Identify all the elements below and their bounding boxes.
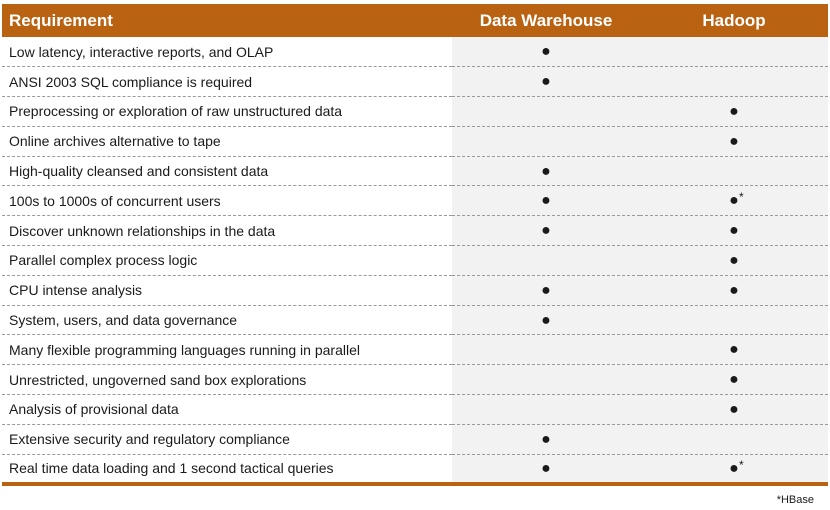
hadoop-bullet-mark: [727, 104, 741, 120]
bullet-glyph: ●: [541, 222, 551, 240]
data-warehouse-bullet-mark: [539, 164, 553, 180]
requirement-cell: Unrestricted, ungoverned sand box explorations: [2, 365, 452, 395]
hadoop-cell: [640, 97, 828, 127]
table-row: [2, 424, 828, 454]
bullet-glyph: ●: [729, 459, 739, 477]
requirement-cell: Analysis of provisional data: [2, 395, 452, 425]
table-row: [2, 67, 828, 97]
hadoop-column-header: Hadoop: [702, 10, 766, 30]
hadoop-bullet-mark: [727, 342, 741, 358]
hadoop-bullet-mark: [727, 223, 741, 239]
table-row: [2, 156, 828, 186]
table-row: [2, 216, 828, 246]
footnote-asterisk: *: [739, 190, 744, 205]
hadoop-cell: [640, 424, 828, 454]
bullet-glyph: ●: [541, 43, 551, 61]
bullet-glyph: ●: [541, 281, 551, 299]
bullet-glyph: ●: [729, 222, 739, 240]
hadoop-bullet-mark: [727, 190, 744, 210]
data-warehouse-cell: [452, 335, 640, 365]
hadoop-cell: [640, 305, 828, 335]
table-row: [2, 395, 828, 425]
table-row: [2, 126, 828, 156]
requirement-cell: Discover unknown relationships in the data: [2, 216, 452, 246]
hadoop-cell: [640, 275, 828, 305]
data-warehouse-bullet-mark: [539, 313, 553, 329]
data-warehouse-column-header: Data Warehouse: [479, 10, 613, 30]
table-row: [2, 275, 828, 305]
bullet-glyph: ●: [729, 341, 739, 359]
requirement-cell: CPU intense analysis: [2, 275, 452, 305]
requirement-cell: System, users, and data governance: [2, 305, 452, 335]
data-warehouse-cell: [452, 365, 640, 395]
hadoop-cell: [640, 37, 828, 67]
data-warehouse-bullet-mark: [539, 74, 553, 90]
bullet-glyph: ●: [729, 132, 739, 150]
footnote: *HBase: [776, 494, 814, 506]
data-warehouse-bullet-mark: [539, 283, 553, 299]
table-header: [2, 4, 828, 37]
data-warehouse-cell: [452, 454, 640, 484]
bullet-glyph: ●: [729, 371, 739, 389]
hadoop-bullet-mark: [727, 283, 741, 299]
table-row: [2, 37, 828, 67]
table-row: [2, 97, 828, 127]
bullet-glyph: ●: [729, 102, 739, 120]
data-warehouse-cell: [452, 246, 640, 276]
requirement-cell: Low latency, interactive reports, and OLAP: [2, 37, 452, 67]
data-warehouse-cell: [452, 424, 640, 454]
footnote-asterisk: *: [739, 457, 744, 472]
hadoop-bullet-mark: [727, 402, 741, 418]
data-warehouse-cell: [452, 186, 640, 216]
hadoop-cell: [640, 216, 828, 246]
data-warehouse-bullet-mark: [539, 193, 553, 209]
data-warehouse-cell: [452, 37, 640, 67]
hadoop-cell: [640, 186, 828, 216]
hadoop-cell: [640, 395, 828, 425]
requirement-cell: High-quality cleansed and consistent data: [2, 156, 452, 186]
data-warehouse-cell: [452, 156, 640, 186]
table-row: [2, 186, 828, 216]
header-row: [2, 4, 828, 37]
table-body: [2, 37, 828, 484]
requirement-cell: Preprocessing or exploration of raw unstructured data: [2, 97, 452, 127]
requirement-cell: ANSI 2003 SQL compliance is required: [2, 67, 452, 97]
requirement-cell: Online archives alternative to tape: [2, 126, 452, 156]
bullet-glyph: ●: [541, 430, 551, 448]
data-warehouse-cell: [452, 395, 640, 425]
hadoop-bullet-mark: [727, 253, 741, 269]
requirement-cell: Real time data loading and 1 second tactical queries: [2, 454, 452, 484]
requirement-cell: Parallel complex process logic: [2, 246, 452, 276]
bullet-glyph: ●: [729, 281, 739, 299]
hadoop-bullet-mark: [727, 134, 741, 150]
table-row: [2, 365, 828, 395]
requirement-cell: 100s to 1000s of concurrent users: [2, 186, 452, 216]
data-warehouse-cell: [452, 275, 640, 305]
bullet-glyph: ●: [541, 73, 551, 91]
hadoop-cell: [640, 454, 828, 484]
hadoop-bullet-mark: [727, 457, 744, 477]
table-row: [2, 305, 828, 335]
hadoop-cell: [640, 246, 828, 276]
table-row: [2, 246, 828, 276]
hadoop-cell: [640, 335, 828, 365]
bullet-glyph: ●: [729, 251, 739, 269]
comparison-table: [2, 4, 828, 486]
hadoop-cell: [640, 126, 828, 156]
requirement-cell: Extensive security and regulatory compliance: [2, 424, 452, 454]
requirement-column-header: Requirement: [9, 10, 113, 30]
data-warehouse-bullet-mark: [539, 44, 553, 60]
bullet-glyph: ●: [541, 459, 551, 477]
data-warehouse-bullet-mark: [539, 461, 553, 477]
data-warehouse-cell: [452, 216, 640, 246]
hadoop-cell: [640, 67, 828, 97]
bullet-glyph: ●: [541, 311, 551, 329]
hadoop-bullet-mark: [727, 372, 741, 388]
bullet-glyph: ●: [541, 162, 551, 180]
data-warehouse-cell: [452, 305, 640, 335]
table-row: [2, 454, 828, 484]
bullet-glyph: ●: [729, 400, 739, 418]
table-row: [2, 335, 828, 365]
hadoop-cell: [640, 156, 828, 186]
bullet-glyph: ●: [541, 192, 551, 210]
data-warehouse-bullet-mark: [539, 432, 553, 448]
bullet-glyph: ●: [729, 192, 739, 210]
data-warehouse-cell: [452, 67, 640, 97]
data-warehouse-bullet-mark: [539, 223, 553, 239]
requirement-cell: Many flexible programming languages running in parallel: [2, 335, 452, 365]
data-warehouse-cell: [452, 126, 640, 156]
data-warehouse-cell: [452, 97, 640, 127]
hadoop-cell: [640, 365, 828, 395]
